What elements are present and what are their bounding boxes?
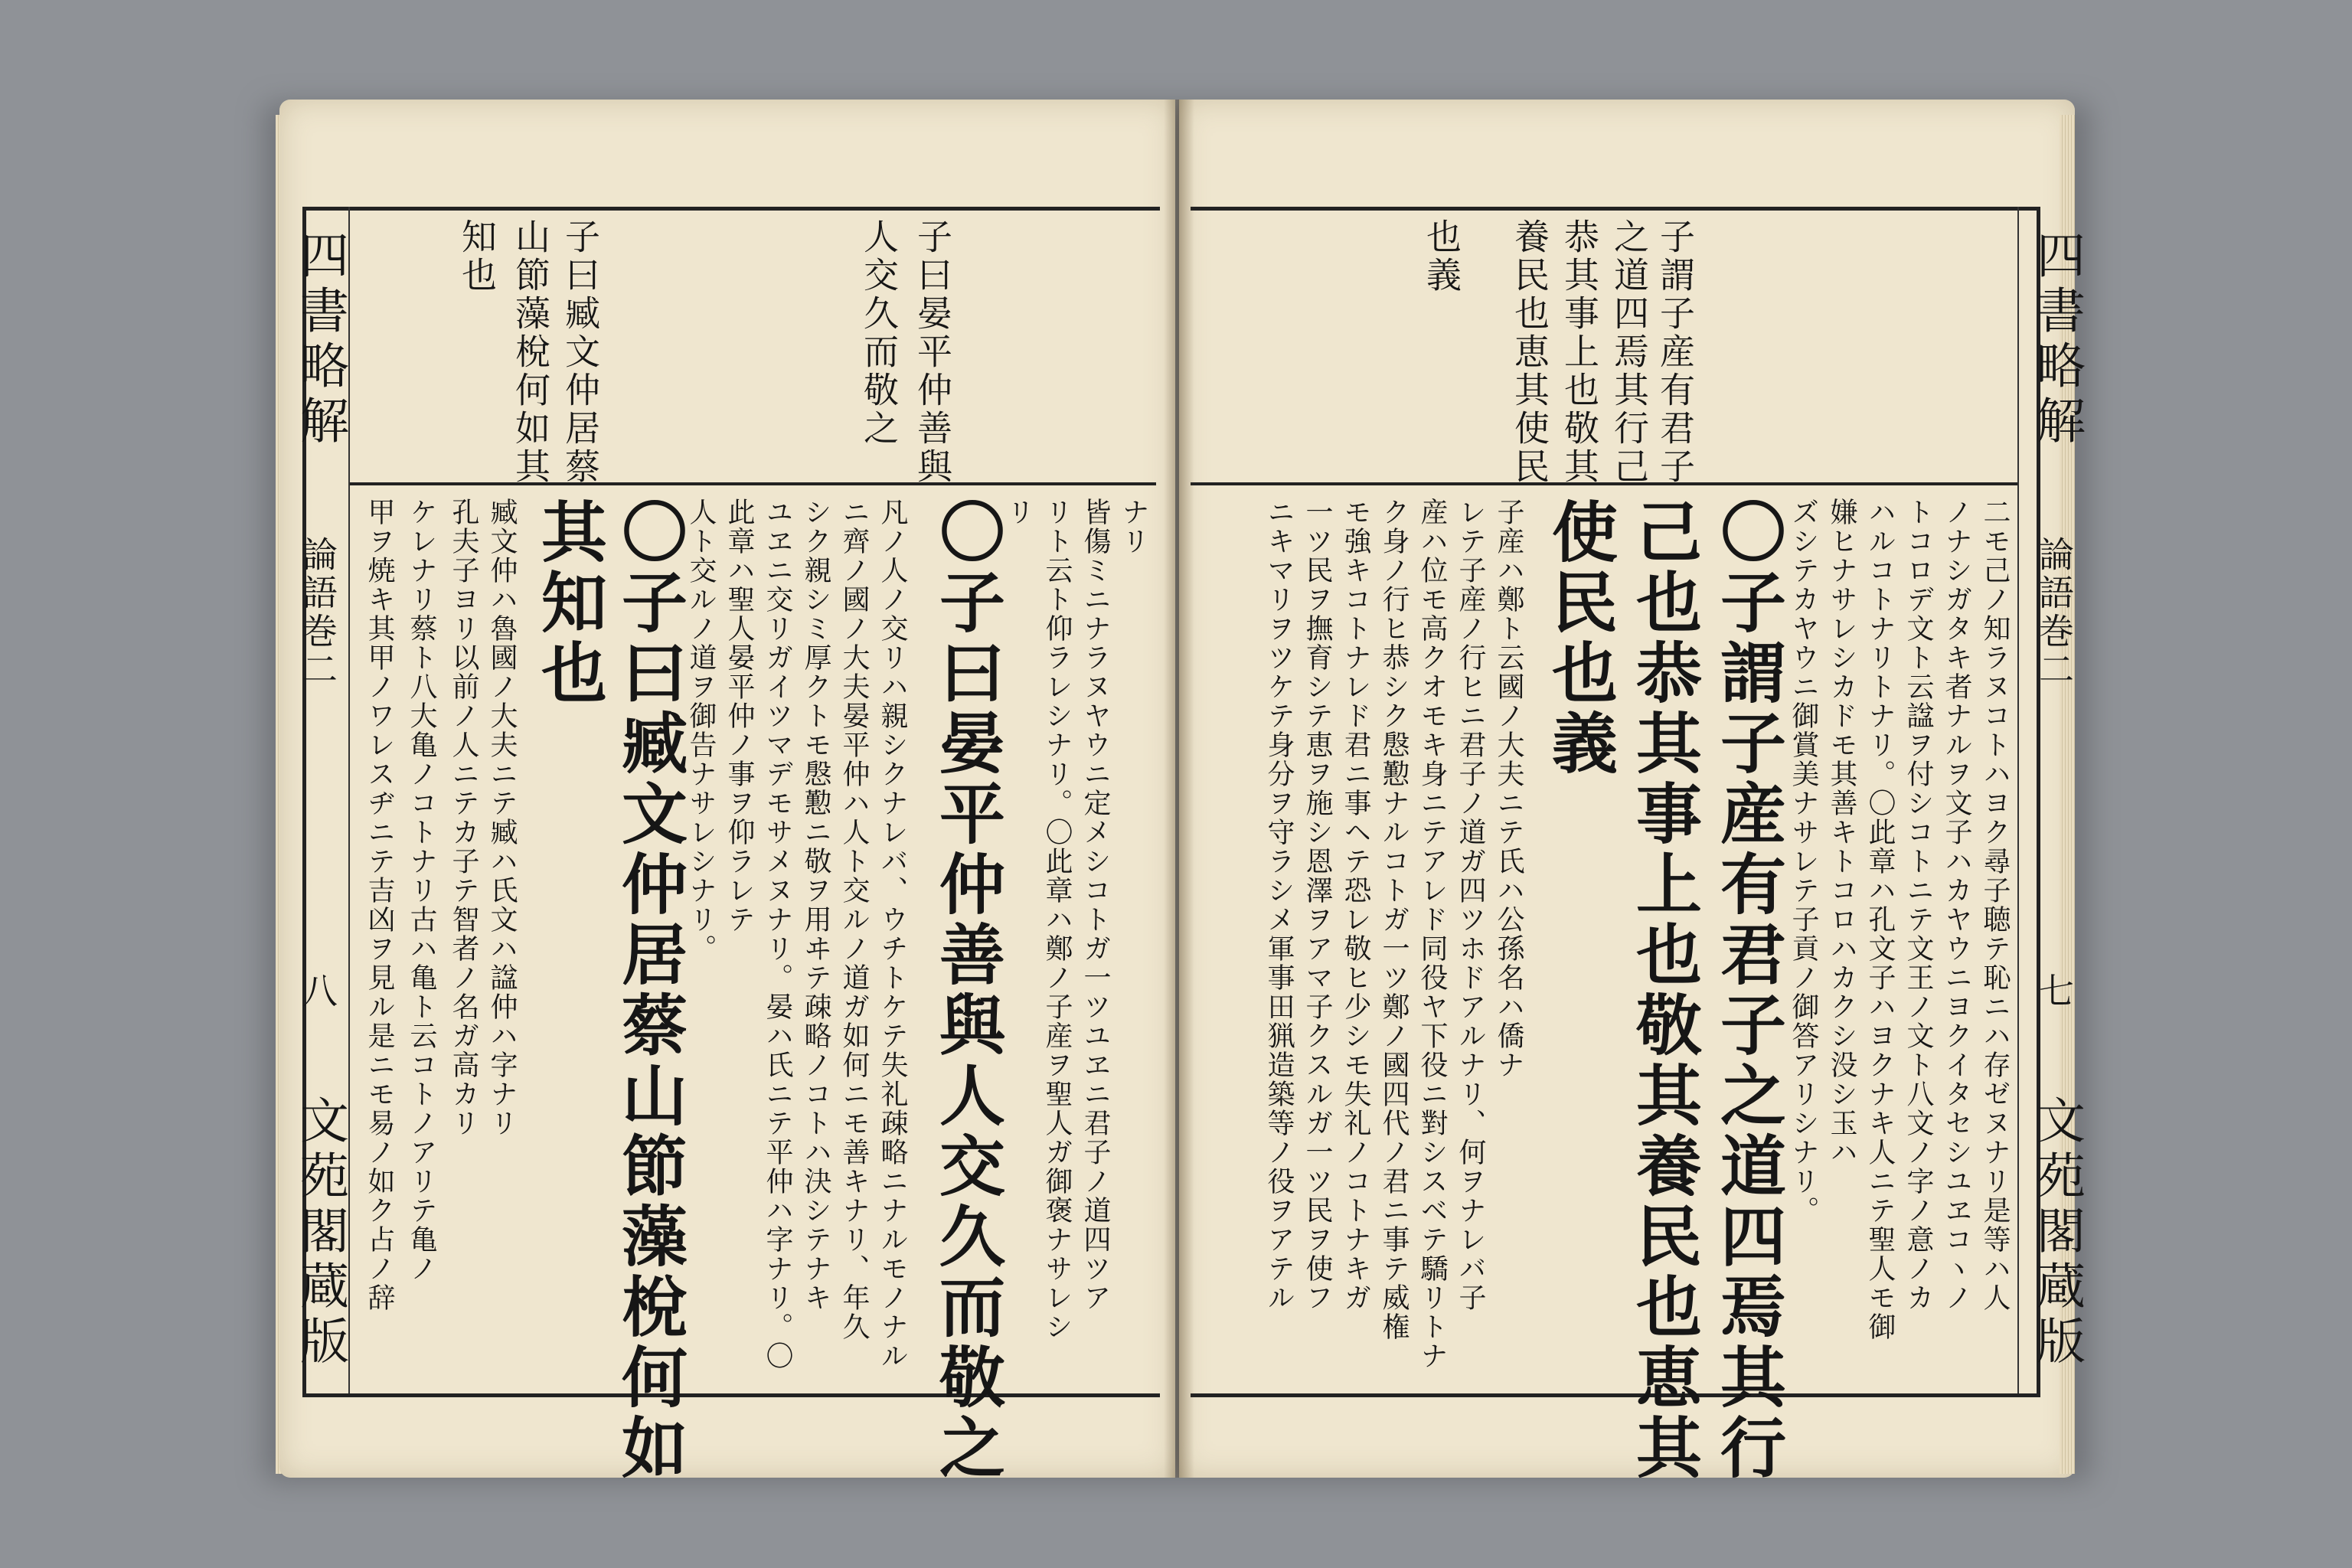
right-upper-col-3: 恭其事上也敬其: [1559, 218, 1600, 486]
right-lower-col-12: 産ハ位モ高クオモキ身ニテアレド同役ヤ下役ニ對シスベテ驕リトナ: [1416, 498, 1448, 1370]
left-margin-title: 四書略解: [292, 230, 348, 450]
right-margin-line: [2017, 207, 2019, 1393]
left-lower-col-12: 〇子曰臧文仲居蔡山節藻梲何如: [610, 498, 688, 1484]
right-margin-page: 七: [2034, 972, 2075, 1011]
left-lower-col-15: 孔夫子ヨリ以前ノ人ニテカ子テ智者ノ名ガ高カリ: [448, 498, 479, 1138]
left-lower-col-8: シク親シミ厚クトモ慇懃ニ敬ヲ用ヰテ疎略ノコトハ決シテナキ: [800, 498, 831, 1312]
right-lower-col-2: ノナシガタキ者ナルヲ文子ハカヤウニヨクイタセシユヱコヽノ: [1941, 498, 1972, 1312]
left-lower-col-13: 其知也: [530, 498, 607, 709]
left-lower-col-5: 〇子曰晏平仲善與人交久而敬之: [928, 498, 1005, 1484]
left-lower-col-4: リ: [1003, 498, 1034, 527]
left-lower-col-2: 皆傷ミニナラヌヤウニ定メシコトガ一ツユヱニ君子ノ道四ツア: [1080, 498, 1111, 1312]
left-upper-col-1: 子曰晏平仲善與: [912, 218, 953, 486]
right-lower-col-1: 二モ己ノ知ラヌコトハヨク尋子聴テ恥ニハ存ゼヌナリ是等ハ人: [1979, 498, 2011, 1312]
left-upper-col-3: 子曰臧文仲居蔡: [560, 218, 601, 486]
left-lower-col-10: 此章ハ聖人晏平仲ノ事ヲ仰ラレテ: [724, 498, 755, 934]
left-upper-col-5: 知也: [456, 218, 498, 295]
left-lower-col-9: ユヱニ交リガイツマデモサメヌナリ。晏ハ氏ニテ平仲ハ字ナリ。〇: [762, 498, 793, 1370]
right-margin-title: 四書略解: [2028, 230, 2085, 450]
right-upper-col-4: 養民也恵其使民: [1509, 218, 1550, 486]
book-spine: [1164, 100, 1194, 1478]
right-upper-col-2: 之道四焉其行己: [1609, 218, 1650, 486]
left-upper-col-4: 山節藻梲何如其: [510, 218, 551, 486]
left-lower-col-6: 凡ノ人ノ交リハ親シクナレバ、ウチトケテ失礼疎略ニナルモノナル: [877, 498, 908, 1370]
right-lower-col-13: ク身ノ行ヒ恭シク慇懃ナルコトガ一ツ鄭ノ國四代ノ君ニ事テ威権: [1378, 498, 1410, 1341]
left-upper-col-2: 人交久而敬之: [858, 218, 900, 448]
right-upper-col-1: 子謂子産有君子: [1655, 218, 1696, 486]
right-lower-col-10: 子産ハ鄭ト云國ノ大夫ニテ氏ハ公孫名ハ僑ナ: [1493, 498, 1524, 1080]
right-lower-col-4: ハルコトナリトナリ。〇此章ハ孔文子ハヨクナキ人ニテ聖人モ御: [1864, 498, 1896, 1341]
right-lower-col-8: 己也恭其事上也敬其養民也恵其: [1625, 498, 1702, 1484]
right-lower-col-16: ニキマリヲツケテ身分ヲ守ラシメ軍事田猟造築等ノ役ヲアテル: [1263, 498, 1295, 1312]
right-lower-col-11: レテ子産ノ行ヒニ君子ノ道ガ四ツホドアルナリ、何ヲナレバ子: [1455, 498, 1486, 1312]
left-lower-col-16: ケレナリ蔡ト八大亀ノコトナリ古ハ亀ト云コトノアリテ亀ノ: [406, 498, 437, 1283]
right-lower-col-6: ズシテカヤウニ御賞美ナサレテ子貢ノ御答アリシナリ。: [1788, 498, 1819, 1225]
right-margin-publisher: 文苑閣蔵版: [2028, 1095, 2085, 1370]
right-margin-volume: 論語巻二: [2034, 536, 2075, 689]
right-lower-col-5: 嫌ヒナサレシカドモ其善キトコロハカクシ没シ玉ハ: [1826, 498, 1857, 1167]
left-margin-page: 八: [297, 972, 338, 1011]
left-lower-col-14: 臧文仲ハ魯國ノ大夫ニテ臧ハ氏文ハ諡仲ハ字ナリ: [486, 498, 518, 1138]
left-margin-volume: 論語巻二: [297, 536, 338, 689]
left-lower-col-11: 人ト交ルノ道ヲ御告ナサレシナリ。: [685, 498, 717, 963]
left-lower-col-3: リト云ト仰ラレシナリ。〇此章ハ鄭ノ子産ヲ聖人ガ御褒ナサレシ: [1041, 498, 1073, 1341]
right-lower-col-9: 使民也義: [1540, 498, 1618, 779]
left-lower-col-1: ナリ: [1118, 498, 1149, 556]
right-upper-col-5: 也義: [1421, 218, 1462, 295]
left-page-divider: [348, 482, 1156, 485]
left-margin-publisher: 文苑閣蔵版: [292, 1095, 348, 1370]
right-lower-col-7: 〇子謂子産有君子之道四焉其行: [1709, 498, 1786, 1484]
left-lower-col-7: ニ齊ノ國ノ大夫晏平仲ハ人ト交ルノ道ガ如何ニモ善キナリ、年久: [838, 498, 870, 1341]
left-lower-col-17: 甲ヲ焼キ其甲ノワレスヂニテ吉凶ヲ見ル是ニモ易ノ如ク占ノ辞: [364, 498, 395, 1312]
right-lower-col-3: トコロデ文ト云諡ヲ付シコトニテ文王ノ文ト八文ノ字ノ意ノカ: [1903, 498, 1934, 1312]
right-lower-col-14: モ強キコトナレド君ニ事ヘテ恐レ敬ヒ少シモ失礼ノコトナキガ: [1340, 498, 1371, 1312]
right-lower-col-15: 一ツ民ヲ撫育シテ恵ヲ施シ恩澤ヲアマ子クスルガ一ツ民ヲ使フ: [1302, 498, 1333, 1312]
